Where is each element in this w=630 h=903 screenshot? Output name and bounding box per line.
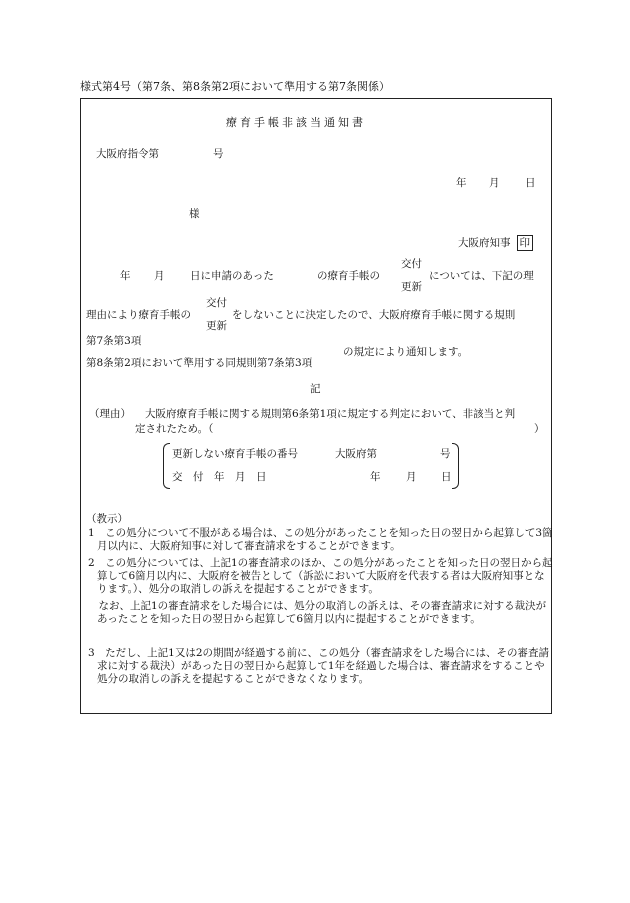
body-of-handbook: の療育手帳の (317, 270, 380, 282)
body-month: 月 (154, 270, 165, 282)
ki-marker: 記 (310, 383, 321, 395)
left-bracket (163, 443, 170, 489)
choice-renew-bottom: 更新 (401, 281, 422, 293)
designation-prefix: 大阪府指令第 (96, 148, 159, 160)
addressee-honorific: 様 (189, 208, 200, 220)
date-year: 年 (456, 177, 467, 189)
body-line2-rest: をしないことに決定したので、大阪府療育手帳に関する規則 (232, 309, 516, 321)
renewal-number-suffix: 号 (440, 448, 451, 460)
designation-suffix: 号 (213, 148, 224, 160)
notice-item-2: 2 この処分については、上記1の審査請求のほか、この処分があったことを知った日の翌日から起算して6箇月以内に、大阪府を被告として（訴訟において大阪府を代表する者は大阪府知事となります。）、処分の取消しの訴えを提起することができます。 (88, 557, 553, 595)
body-ref2: 第8条第2項において準用する同規則第7条第3項 (86, 357, 313, 369)
reason-line2: 定されたため。（ (135, 423, 214, 435)
reason-close: ） (534, 423, 545, 435)
choice2-renew-bottom: 更新 (206, 320, 227, 332)
notice-item-1: 1 この処分について不服がある場合は、この処分があったことを知った日の翌日から起算して3箇月以内に、大阪府知事に対して審査請求をすることができます。 (88, 527, 553, 552)
date-day: 日 (525, 177, 536, 189)
right-bracket (452, 443, 459, 489)
body-line1-rest: については、下記の理 (429, 270, 534, 282)
body-line2-start: 理由により療育手帳の (86, 309, 191, 321)
notice-heading: （教示） (86, 513, 128, 525)
renewal-number-label: 更新しない療育手帳の番号 (172, 448, 298, 460)
body-year: 年 (120, 270, 131, 282)
body-day-applied: 日に申請のあった (190, 270, 274, 282)
body-line3-rest: の規定により通知します。 (343, 346, 469, 358)
issue-date-month: 月 (406, 471, 417, 483)
issuer-name: 大阪府知事 (458, 237, 511, 249)
notice-item-3: 3 ただし、上記1又は2の期間が経過する前に、この処分（審査請求をした場合には、その審査請求に対する裁決）があった日の翌日から起算して1年を経過した場合は、審査請求をすることや処分の取消しの訴えを提起することができなくなります。 (88, 647, 550, 685)
choice-issue-top: 交付 (401, 258, 422, 270)
date-month: 月 (489, 177, 500, 189)
seal-stamp: 印 (517, 235, 534, 251)
reason-line1: 大阪府療育手帳に関する規則第6条第1項に規定する判定において、非該当と判 (145, 408, 516, 420)
body-ref1: 第7条第3項 (86, 335, 142, 347)
issue-date-day: 日 (441, 471, 452, 483)
renewal-number-prefix: 大阪府第 (335, 448, 377, 460)
issuer-line (458, 235, 533, 251)
issue-date-label: 交 付 年 月 日 (172, 471, 267, 483)
choice2-issue-top: 交付 (206, 297, 227, 309)
issue-date-year: 年 (370, 471, 381, 483)
reason-label: （理由） (89, 408, 131, 420)
notice-item-2-note: なお、上記1の審査請求をした場合には、処分の取消しの訴えは、その審査請求に対する裁決があったことを知った日の翌日から起算して6箇月以内に提起することができます。 (88, 600, 547, 625)
form-header: 様式第4号（第7条、第8条第2項において準用する第7条関係） (80, 80, 390, 93)
document-title: 療育手帳非該当通知書 (226, 116, 366, 129)
